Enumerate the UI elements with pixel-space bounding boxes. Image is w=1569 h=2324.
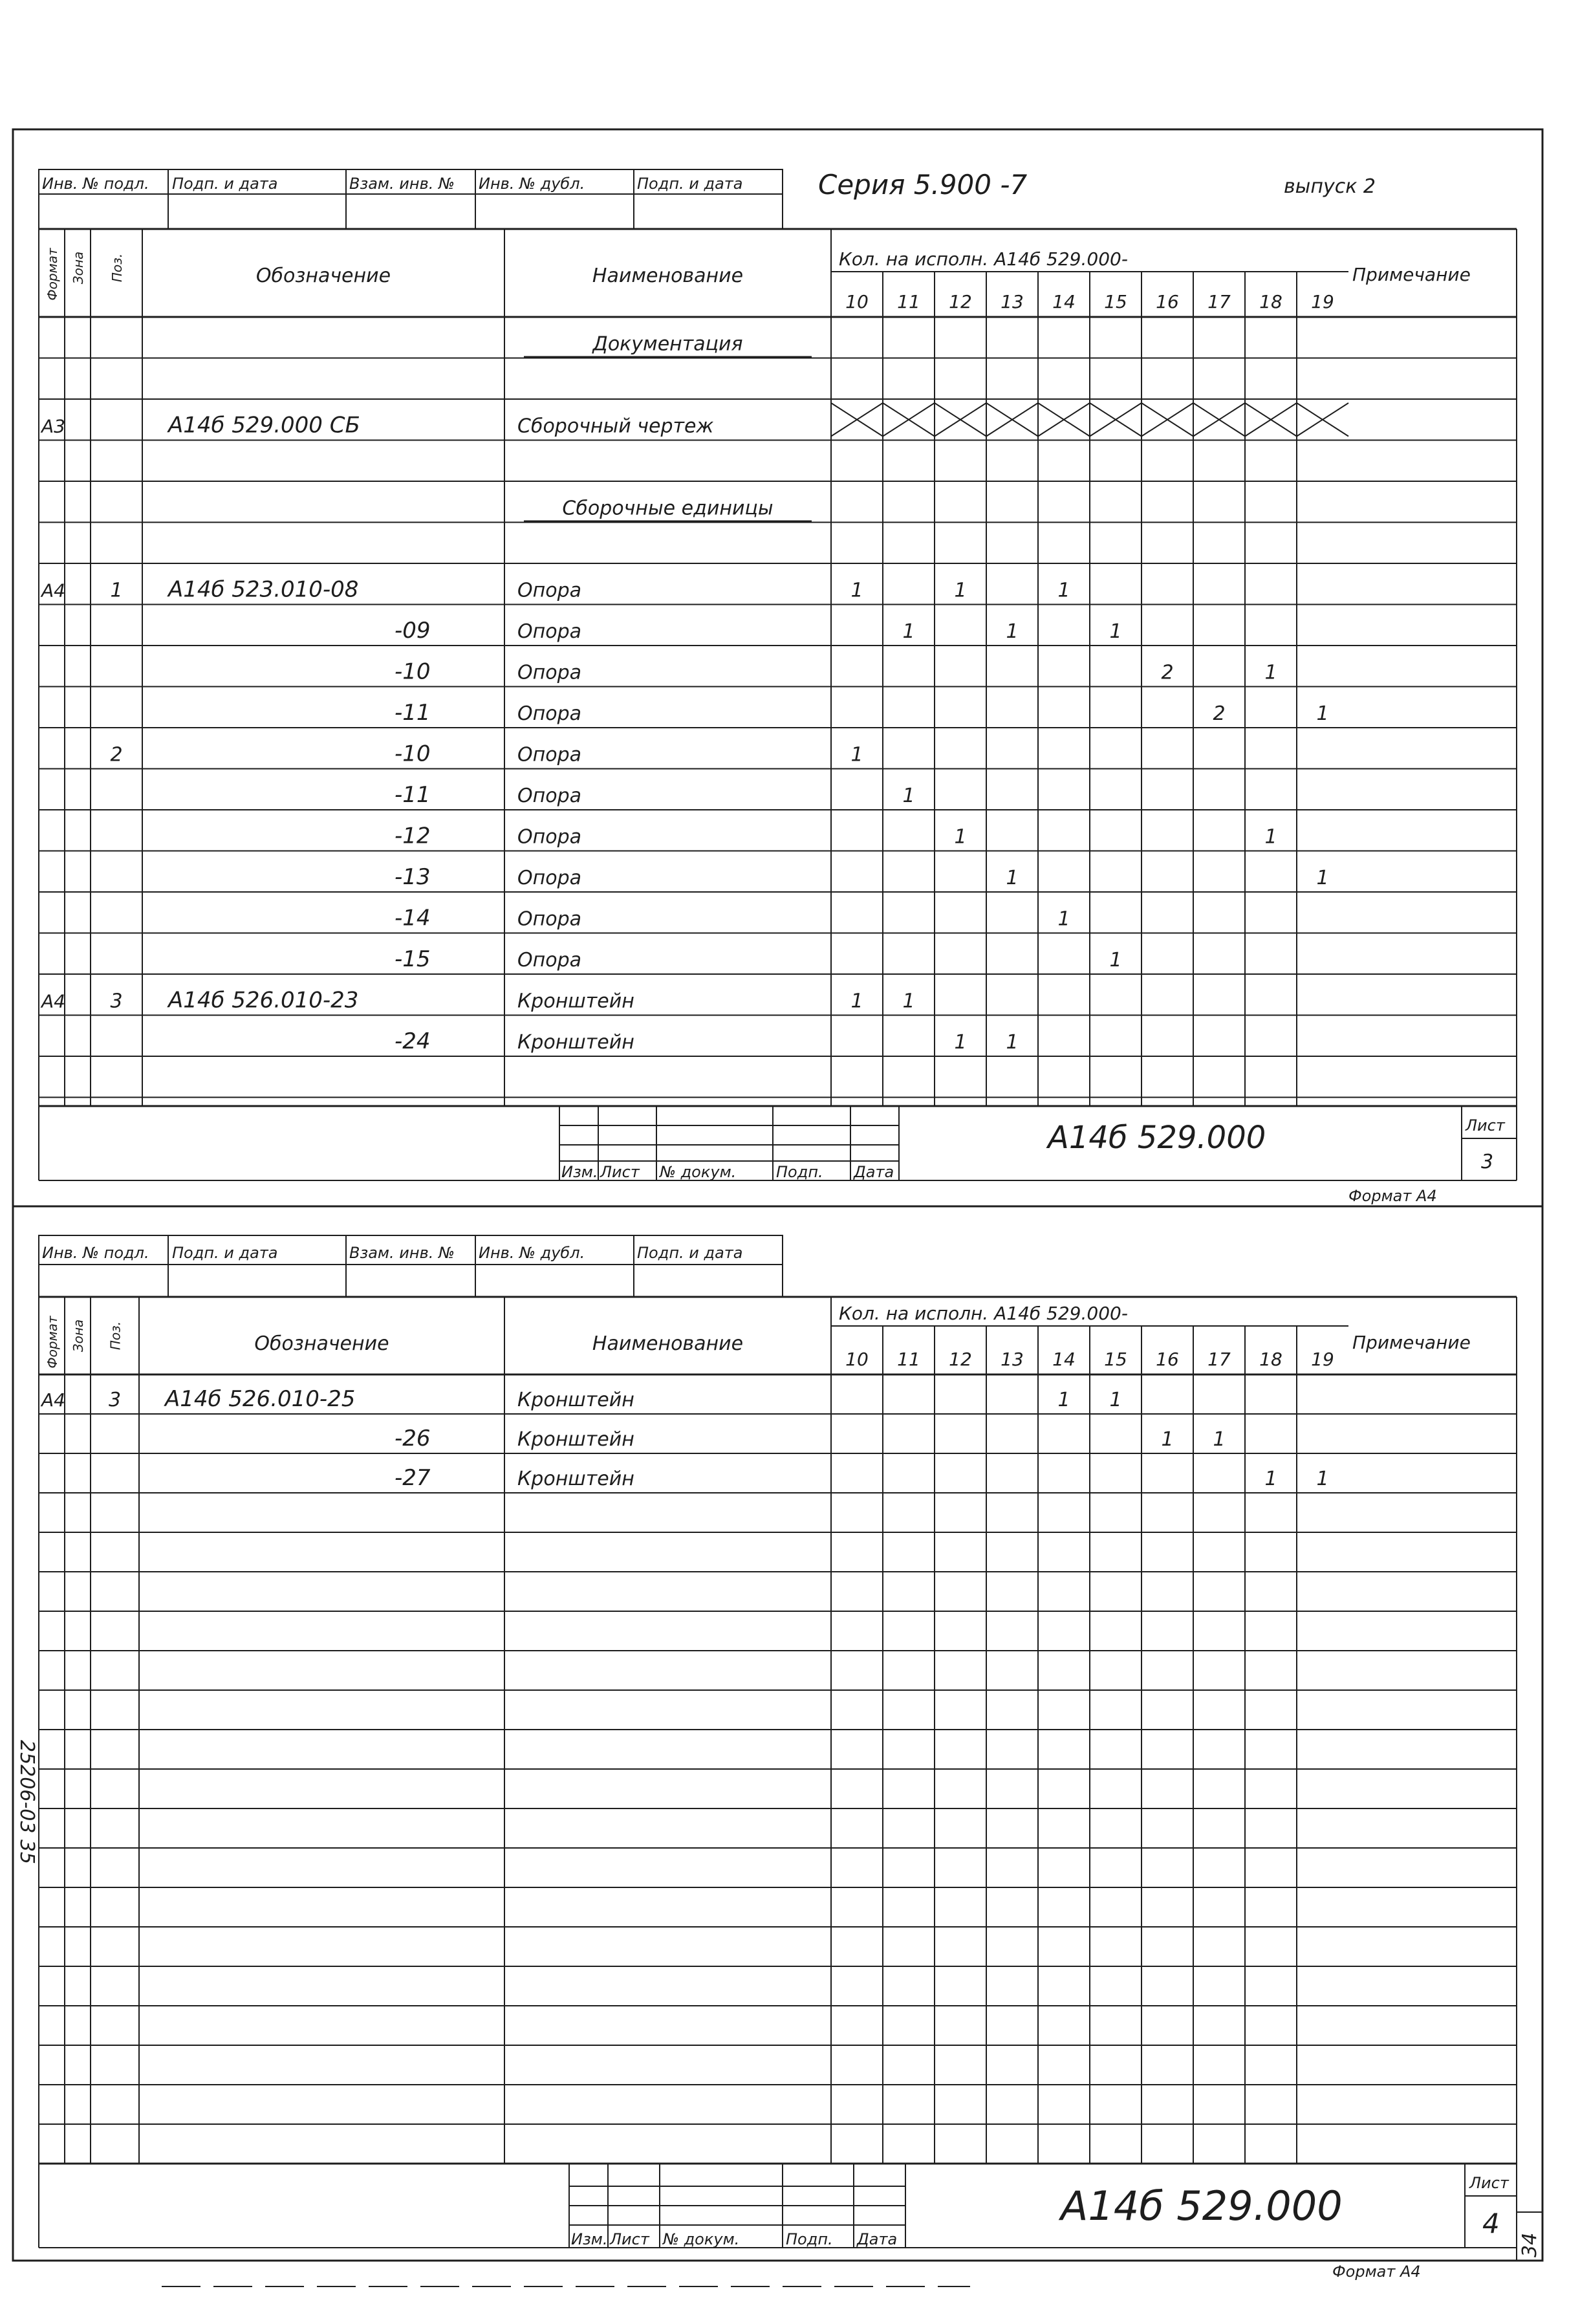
qty-cell: 1: [1213, 1428, 1226, 1451]
header-variant-17: 17: [1207, 291, 1231, 312]
row-name: Опора: [517, 907, 582, 931]
tb-izm: Изм.: [561, 1163, 598, 1181]
stamp-vzam-inv: Взам. инв. №: [349, 1244, 455, 1262]
header-name: Наименование: [592, 1332, 744, 1355]
qty-cell: 1: [1316, 702, 1329, 725]
header-variant-16: 16: [1156, 291, 1179, 312]
row-name: Документация: [592, 332, 743, 356]
row-name: Опора: [517, 661, 582, 684]
row-designation: -09: [395, 618, 431, 644]
row-name: Опора: [517, 785, 582, 807]
header-name: Наименование: [592, 265, 744, 287]
header-variant-10: 10: [845, 1349, 869, 1370]
row-designation: -27: [395, 1465, 431, 1491]
row-name: Опора: [517, 867, 582, 889]
tb-izm: Изм.: [571, 2230, 608, 2248]
tb-format: Формат А4: [1348, 1187, 1437, 1205]
qty-cell: 1: [1109, 949, 1122, 972]
qty-cell: 1: [1057, 1389, 1070, 1411]
tb-sheet-no: 3: [1481, 1151, 1494, 1173]
qty-cell: 1: [1006, 620, 1019, 643]
qty-cell: 1: [902, 990, 915, 1013]
header-format: Формат: [45, 1316, 60, 1369]
header-designation: Обозначение: [255, 265, 391, 287]
row-name: Сборочные единицы: [562, 497, 774, 520]
row-designation: -11: [395, 782, 431, 808]
row-designation: -10: [395, 741, 431, 767]
qty-cell: 1: [1316, 867, 1329, 889]
tb-podp: Подп.: [786, 2230, 833, 2248]
row-pos: 3: [110, 990, 123, 1013]
tb-dokum: № докум.: [663, 2230, 740, 2248]
header-variant-17: 17: [1207, 1349, 1231, 1370]
tb-format: Формат А4: [1332, 2263, 1421, 2281]
header-zone: Зона: [70, 251, 86, 285]
qty-cell: 1: [902, 785, 915, 807]
header-designation: Обозначение: [254, 1332, 389, 1355]
qty-cell: 1: [1006, 1031, 1019, 1054]
header-variant-18: 18: [1259, 1349, 1282, 1370]
stamp-inv-dubl: Инв. № дубл.: [479, 175, 585, 193]
stamp-podp-data: Подп. и дата: [172, 175, 278, 193]
row-name: Кронштейн: [517, 990, 634, 1013]
qty-cell: 1: [1264, 825, 1277, 849]
row-designation: -15: [395, 946, 431, 972]
row-name: Сборочный чертеж: [517, 415, 714, 438]
qty-cell: 1: [902, 620, 915, 643]
qty-cell: 1: [1109, 620, 1122, 643]
qty-cell: 1: [1006, 867, 1019, 889]
qty-cell: 1: [1057, 579, 1070, 602]
header-variant-16: 16: [1156, 1349, 1179, 1370]
row-name: Кронштейн: [517, 1428, 634, 1451]
tb-sheet-label: Лист: [1466, 1116, 1505, 1135]
qty-cell: 1: [954, 1031, 967, 1054]
header-note: Примечание: [1352, 264, 1471, 285]
header-variant-18: 18: [1259, 291, 1282, 312]
row-format: А3: [41, 415, 65, 437]
row-pos: 3: [108, 1389, 122, 1411]
qty-cell: 1: [1264, 661, 1277, 684]
header-variant-11: 11: [897, 291, 920, 312]
header-variant-14: 14: [1052, 1349, 1076, 1370]
tb-sheet-label: Лист: [1469, 2174, 1509, 2192]
header-variant-12: 12: [949, 1349, 972, 1370]
qty-cell: 1: [850, 579, 863, 602]
stamp-podp-data-2: Подп. и дата: [637, 175, 743, 193]
row-pos: 2: [110, 743, 123, 766]
header-zone: Зона: [70, 1319, 86, 1352]
qty-cell: 1: [954, 825, 967, 849]
series-label: Серия 5.900 -7: [818, 169, 1028, 201]
row-name: Кронштейн: [517, 1468, 634, 1490]
header-variant-14: 14: [1052, 291, 1076, 312]
qty-cell: 1: [954, 579, 967, 602]
header-format: Формат: [45, 248, 60, 301]
header-pos: Поз.: [109, 253, 125, 283]
stamp-inv-podl: Инв. № подл.: [42, 1244, 149, 1262]
issue-label: выпуск 2: [1284, 175, 1376, 198]
stamp-inv-dubl: Инв. № дубл.: [479, 1244, 585, 1262]
row-designation: -24: [395, 1028, 431, 1054]
header-qty-title: Кол. на исполн. А14б 529.000-: [839, 248, 1128, 270]
tb-dokum: № докум.: [660, 1163, 737, 1181]
header-variant-11: 11: [897, 1349, 920, 1370]
header-note: Примечание: [1352, 1332, 1471, 1353]
tb-code: А14б 529.000: [1048, 1120, 1266, 1156]
sheet4-table-text: [40, 1303, 1471, 1491]
tb-list: Лист: [610, 2230, 649, 2248]
row-format: А4: [41, 580, 65, 602]
row-designation: А14б 529.000 СБ: [168, 412, 360, 439]
qty-cell: 2: [1213, 702, 1226, 725]
margin-note: 25206-03 35: [16, 1740, 38, 1865]
tb-data: Дата: [857, 2230, 898, 2248]
header-variant-19: 19: [1311, 291, 1334, 312]
tb-data: Дата: [854, 1163, 894, 1181]
qty-cell: 1: [850, 743, 863, 766]
qty-cell: 2: [1161, 661, 1174, 684]
row-name: Опора: [517, 743, 582, 766]
row-designation: А14б 523.010-08: [168, 576, 359, 603]
stamp-podp-data-2: Подп. и дата: [637, 1244, 743, 1262]
row-format: А4: [41, 1389, 65, 1411]
row-designation: -12: [395, 823, 431, 849]
row-format: А4: [41, 990, 65, 1012]
qty-cell: 1: [1161, 1428, 1174, 1451]
sheet4-stamp-labels: [42, 1244, 743, 1262]
header-variant-15: 15: [1104, 291, 1127, 312]
header-variant-15: 15: [1104, 1349, 1127, 1370]
tb-sheet-no: 4: [1482, 2208, 1500, 2239]
qty-cell: 1: [1264, 1468, 1277, 1490]
qty-cell: 1: [850, 990, 863, 1013]
header-variant-12: 12: [949, 291, 972, 312]
sheet3-table-grid: [39, 229, 1517, 1106]
sheet4-table-grid: [39, 1297, 1517, 2164]
row-name: Опора: [517, 620, 582, 643]
tb-code: А14б 529.000: [1061, 2182, 1343, 2230]
row-designation: -10: [395, 658, 431, 685]
stamp-podp-data: Подп. и дата: [172, 1244, 278, 1262]
row-designation: А14б 526.010-25: [165, 1386, 356, 1412]
stamp-inv-podl: Инв. № подл.: [42, 175, 149, 193]
sheet3-stamp-labels: [42, 175, 743, 193]
row-designation: -26: [395, 1426, 431, 1451]
row-name: Опора: [517, 702, 582, 725]
header-variant-13: 13: [1001, 1349, 1024, 1370]
header-variant-19: 19: [1311, 1349, 1334, 1370]
qty-cell: 1: [1057, 907, 1070, 931]
tb-podp: Подп.: [776, 1163, 823, 1181]
row-name: Кронштейн: [517, 1031, 634, 1054]
sheet4-title-labels: [571, 2174, 1509, 2281]
qty-cell: 1: [1316, 1468, 1329, 1490]
row-designation: -13: [395, 864, 431, 890]
header-qty-title: Кол. на исполн. А14б 529.000-: [839, 1303, 1128, 1324]
header-variant-13: 13: [1001, 291, 1024, 312]
row-name: Опора: [517, 949, 582, 972]
row-name: Кронштейн: [517, 1389, 634, 1411]
row-name: Опора: [517, 825, 582, 849]
header-variant-10: 10: [845, 291, 869, 312]
side-page-number: 34: [1519, 2232, 1541, 2257]
header-pos: Поз.: [107, 1321, 124, 1351]
row-designation: А14б 526.010-23: [168, 987, 359, 1014]
row-pos: 1: [110, 579, 123, 602]
row-designation: -14: [395, 905, 431, 931]
tb-list: Лист: [600, 1163, 640, 1181]
qty-cell: 1: [1109, 1389, 1122, 1411]
row-name: Опора: [517, 579, 582, 602]
stamp-vzam-inv: Взам. инв. №: [349, 175, 455, 193]
row-designation: -11: [395, 700, 431, 726]
